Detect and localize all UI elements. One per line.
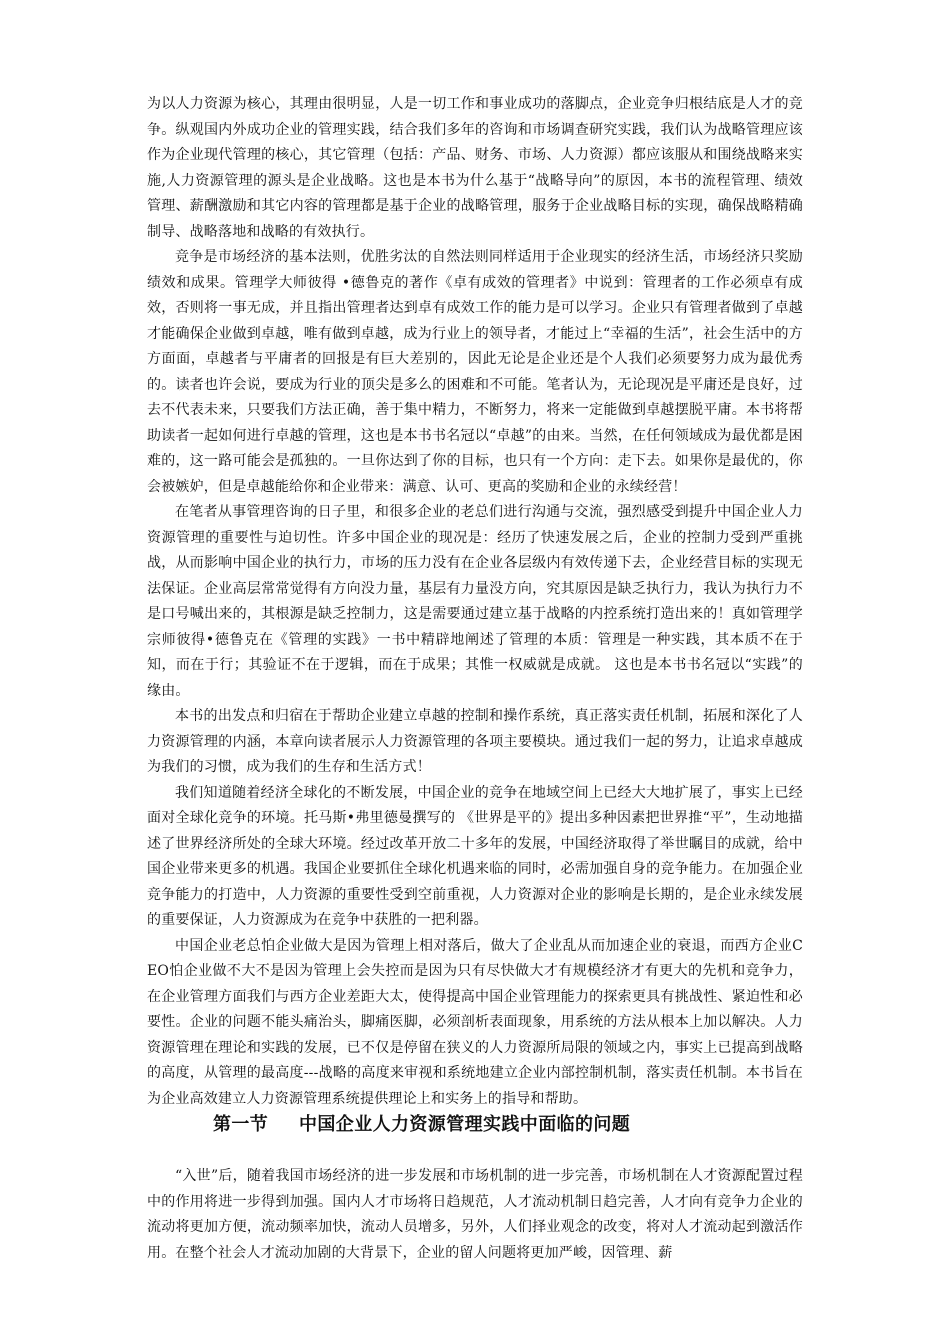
section-title: 中国企业人力资源管理实践中面临的问题 [299, 1114, 631, 1135]
document-page [147, 92, 803, 1266]
section-number: 第一节 [213, 1114, 269, 1135]
paragraph: 在笔者从事管理咨询的日子里，和很多企业的老总们进行沟通与交流，强烈感受到提升中国企业人力资源管理的重要性与迫切性。许多中国企业的现况是：经历了快速发展之后，企业的控制力受到严重挑战，从而影响中国企业的执行力，市场的压力没有在企业各层级内有效传递下去，企业经营目标的实现无法保证。企业高层常常觉得有方向没力量，基层有力量没方向，究其原因是缺乏执行力，我认为执行力不是口号喊出来的，其根源是缺乏控制力，这是需要通过建立基于战略的内控系统打造出来的！真如管理学宗师彼得•德鲁克在《管理的实践》一书中精辟地阐述了管理的本质：管理是一种实践，其本质不在于知，而在于行；其验证不在于逻辑，而在于成果；其惟一权威就是成就。 这也是本书书名冠以“实践”的缘由。 [147, 504, 803, 699]
section-heading [213, 1112, 803, 1138]
spacer [147, 1138, 803, 1164]
paragraph: 为以人力资源为核心，其理由很明显，人是一切工作和事业成功的落脚点，企业竞争归根结底是人才的竞争。纵观国内外成功企业的管理实践，结合我们多年的咨询和市场调查研究实践，我们认为战略管理应该作为企业现代管理的核心，其它管理（包括：产品、财务、市场、人力资源）都应该服从和围绕战略来实施,人力资源管理的源头是企业战略。这也是本书为什么基于“战略导向”的原因，本书的流程管理、绩效管理、薪酬激励和其它内容的管理都是基于企业的战略管理，服务于企业战略目标的实现，确保战略精确制导、战略落地和战略的有效执行。 [147, 96, 803, 240]
paragraph: 中国企业老总怕企业做大是因为管理上相对落后，做大了企业乱从而加速企业的衰退，而西方企业CEO怕企业做不大不是因为管理上会失控而是因为只有尽快做大才有规模经济才有更大的先机和竞争力，在企业管理方面我们与西方企业差距大太，使得提高中国企业管理能力的探索更具有挑战性、紧迫性和必要性。企业的问题不能头痛治头，脚痛医脚，必须剖析表面现象，用系统的方法从根本上加以解决。人力资源管理在理论和实践的发展，已不仅是停留在狭义的人力资源所局限的领域之内，事实上已提高到战略的高度，从管理的最高度---战略的高度来审视和系统地建立企业内部控制机制，落实责任机制。本书旨在为企业高效建立人力资源管理系统提供理论上和实务上的指导和帮助。 [147, 937, 803, 1107]
paragraph: 竞争是市场经济的基本法则，优胜劣汰的自然法则同样适用于企业现实的经济生活，市场经济只奖励绩效和成果。管理学大师彼得 •德鲁克的著作《卓有成效的管理者》中说到：管理者的工作必须卓有成效，否则将一事无成，并且指出管理者达到卓有成效工作的能力是可以学习。企业只有管理者做到了卓越才能确保企业做到卓越，唯有做到卓越，成为行业上的领导者，才能过上“幸福的生活”，社会生活中的方方面面，卓越者与平庸者的回报是有巨大差别的，因此无论是企业还是个人我们必须要努力成为最优秀的。读者也许会说，要成为行业的顶尖是多么的困难和不可能。笔者认为，无论现况是平庸还是良好，过去不代表未来，只要我们方法正确，善于集中精力，不断努力，将来一定能做到卓越摆脱平庸。本书将帮助读者一起如何进行卓越的管理，这也是本书书名冠以“卓越”的由来。当然，在任何领域成为最优都是困难的，这一路可能会是孤独的。一旦你达到了你的目标，也只有一个方向：走下去。如果你是最优的，你会被嫉妒，但是卓越能给你和企业带来：满意、认可、更高的奖励和企业的永续经营！ [147, 249, 803, 495]
paragraph: “入世”后，随着我国市场经济的进一步发展和市场机制的进一步完善，市场机制在人才资源配置过程中的作用将进一步得到加强。国内人才市场将日趋规范，人才流动机制日趋完善，人才向有竞争力企业的流动将更加方便，流动频率加快，流动人员增多，另外，人们择业观念的改变，将对人才流动起到激活作用。在整个社会人才流动加剧的大背景下，企业的留人问题将更加严峻，因管理、薪 [147, 1168, 803, 1261]
paragraph: 我们知道随着经济全球化的不断发展，中国企业的竞争在地域空间上已经大大地扩展了，事实上已经面对全球化竞争的环境。托马斯•弗里德曼撰写的 《世界是平的》提出多种因素把世界推“平”，生动地描述了世界经济所处的全球大环境。经过改革开放二十多年的发展，中国经济取得了举世瞩目的成就，给中国企业带来更多的机遇。我国企业要抓住全球化机遇来临的同时，必需加强自身的竞争能力。在加强企业竞争能力的打造中，人力资源的重要性受到空前重视，人力资源对企业的影响是长期的，是企业永续发展的重要保证，人力资源成为在竞争中获胜的一把利器。 [147, 784, 803, 928]
paragraph: 本书的出发点和归宿在于帮助企业建立卓越的控制和操作系统，真正落实责任机制，拓展和深化了人力资源管理的内涵，本章向读者展示人力资源管理的各项主要模块。通过我们一起的努力，让追求卓越成为我们的习惯，成为我们的生存和生活方式！ [147, 708, 803, 775]
